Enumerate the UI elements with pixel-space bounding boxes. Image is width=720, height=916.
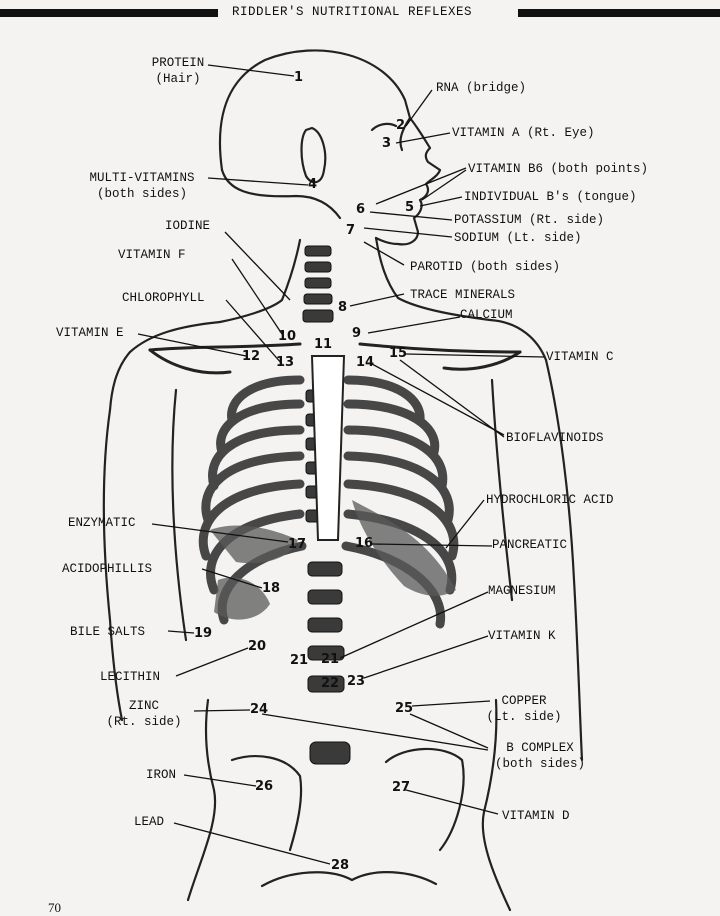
label-b-complex [484, 740, 596, 772]
label-chlorophyll: CHLOROPHYLL [122, 291, 205, 305]
reflex-point-24: 24 [250, 702, 269, 717]
label-acidophillis: ACIDOPHILLIS [62, 562, 153, 576]
label-enzymatic: ENZYMATIC [68, 516, 136, 530]
label-multi-vitamins-title: MULTI-VITAMINS [89, 171, 195, 185]
reflex-point-11: 11 [314, 337, 333, 352]
label-zinc [94, 698, 194, 730]
reflex-point-23: 23 [347, 674, 366, 689]
reflex-point-2: 2 [396, 118, 406, 133]
reflex-point-21-left: 21 [290, 653, 309, 668]
label-pancreatic: PANCREATIC [492, 538, 568, 552]
label-vitamin-k: VITAMIN K [488, 629, 556, 643]
label-zinc-title: ZINC [128, 699, 159, 713]
reflex-point-8: 8 [338, 300, 348, 315]
label-calcium: CALCIUM [460, 308, 513, 322]
reflex-point-12: 12 [242, 349, 261, 364]
label-parotid: PAROTID (both sides) [410, 260, 561, 274]
label-multi-vitamins [74, 170, 210, 202]
label-vitamin-a: VITAMIN A (Rt. Eye) [452, 126, 595, 140]
label-copper-title: COPPER [501, 694, 547, 708]
label-zinc-sub: (Rt. side) [106, 715, 182, 729]
label-copper-sub: (Lt. side) [486, 710, 562, 724]
label-protein [138, 55, 218, 87]
reflex-point-20: 20 [248, 639, 267, 654]
label-lead: LEAD [134, 815, 165, 829]
label-lecithin: LECITHIN [100, 670, 161, 684]
label-magnesium: MAGNESIUM [488, 584, 556, 598]
label-protein-sub: (Hair) [155, 72, 201, 86]
reflex-point-16: 16 [355, 536, 374, 551]
reflex-point-21-right: 21 [321, 652, 340, 667]
label-b-complex-title: B COMPLEX [506, 741, 574, 755]
reflex-point-26: 26 [255, 779, 274, 794]
label-iron: IRON [146, 768, 177, 782]
label-individual-bs: INDIVIDUAL B's (tongue) [464, 190, 637, 204]
label-b-complex-sub: (both sides) [494, 757, 585, 771]
label-potassium: POTASSIUM (Rt. side) [454, 213, 605, 227]
reflex-point-7: 7 [346, 223, 356, 238]
reflex-point-27: 27 [392, 780, 411, 795]
label-trace-minerals: TRACE MINERALS [410, 288, 516, 302]
label-bioflavinoids: BIOFLAVINOIDS [506, 431, 604, 445]
label-multi-vitamins-sub: (both sides) [96, 187, 187, 201]
reflex-point-17: 17 [288, 537, 307, 552]
reflex-point-4: 4 [308, 177, 318, 192]
label-protein-title: PROTEIN [151, 56, 205, 70]
reflex-point-19: 19 [194, 626, 213, 641]
reflex-point-10: 10 [278, 329, 297, 344]
reflex-point-1: 1 [294, 70, 304, 85]
reflex-point-18: 18 [262, 581, 281, 596]
label-vitamin-e: VITAMIN E [56, 326, 124, 340]
reflex-point-3: 3 [382, 136, 392, 151]
label-bile-salts: BILE SALTS [70, 625, 146, 639]
label-hydrochloric-acid: HYDROCHLORIC ACID [486, 493, 614, 507]
reflex-point-25: 25 [395, 701, 414, 716]
label-iodine: IODINE [165, 219, 211, 233]
page-number: 70 [48, 900, 61, 915]
label-sodium: SODIUM (Lt. side) [454, 231, 582, 245]
reflex-point-22: 22 [321, 676, 340, 691]
label-copper [476, 693, 572, 725]
label-vitamin-c: VITAMIN C [546, 350, 614, 364]
page-title: RIDDLER'S NUTRITIONAL REFLEXES [232, 5, 473, 19]
label-rna: RNA (bridge) [436, 81, 527, 95]
reflex-point-15: 15 [389, 346, 408, 361]
reflex-point-13: 13 [276, 355, 295, 370]
label-vitamin-f: VITAMIN F [118, 248, 186, 262]
reflex-point-9: 9 [352, 326, 362, 341]
reflex-point-6: 6 [356, 202, 366, 217]
reflex-point-5: 5 [405, 200, 415, 215]
reflex-point-14: 14 [356, 355, 375, 370]
label-vitamin-d: VITAMIN D [502, 809, 570, 823]
label-vitamin-b6: VITAMIN B6 (both points) [468, 162, 649, 176]
reflex-point-28: 28 [331, 858, 350, 873]
